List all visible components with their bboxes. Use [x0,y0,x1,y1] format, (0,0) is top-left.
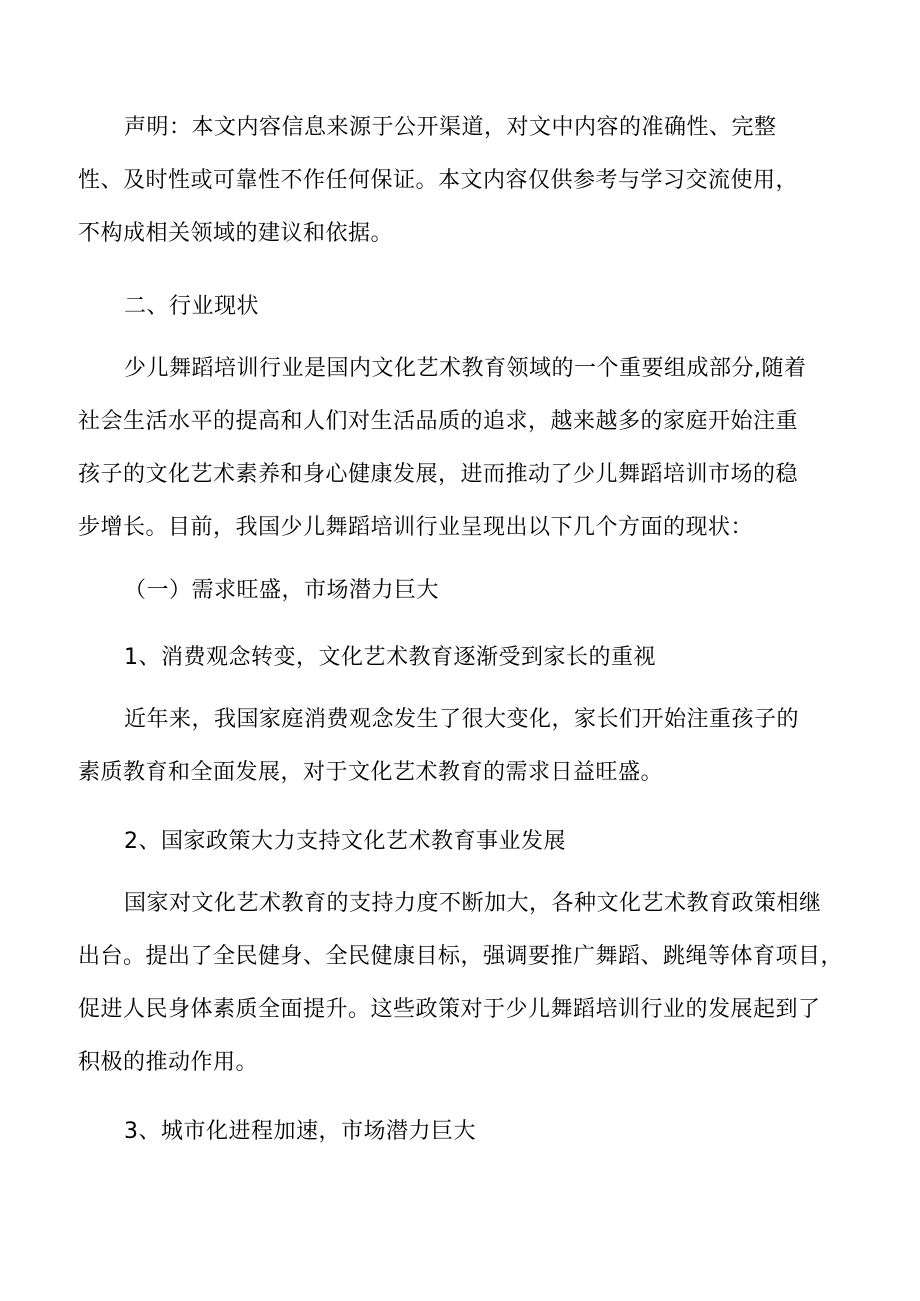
intro-line-2: 社会生活水平的提高和人们对生活品质的追求，越来越多的家庭开始注重 [78,409,799,434]
section-heading: 二、行业现状 [124,294,260,319]
item-3-heading: 3、城市化进程加速，市场潜力巨大 [124,1119,476,1144]
item-2-line-3: 促进人民身体素质全面提升。这些政策对于少儿舞蹈培训行业的发展起到了 [78,997,821,1022]
item-2-heading: 2、国家政策大力支持文化艺术教育事业发展 [124,829,566,854]
intro-line-4: 步增长。目前，我国少儿舞蹈培训行业呈现出以下几个方面的现状： [78,515,754,540]
disclaimer-line-1: 声明：本文内容信息来源于公开渠道，对文中内容的准确性、完整 [124,115,777,140]
item-1-heading: 1、消费观念转变，文化艺术教育逐渐受到家长的重视 [124,645,656,670]
disclaimer-line-3: 不构成相关领域的建议和依据。 [78,221,394,246]
item-2-line-1: 国家对文化艺术教育的支持力度不断加大，各种文化艺术教育政策相继 [124,891,822,916]
item-2-line-4: 积极的推动作用。 [78,1050,259,1075]
item-2-line-2: 出台。提出了全民健身、全民健康目标，强调要推广舞蹈、跳绳等体育项目， [78,944,844,969]
disclaimer-line-2: 性、及时性或可靠性不作任何保证。本文内容仅供参考与学习交流使用， [78,168,799,193]
item-1-line-1: 近年来，我国家庭消费观念发生了很大变化，家长们开始注重孩子的 [124,707,800,732]
subsection-heading: （一）需求旺盛，市场潜力巨大 [124,578,440,603]
intro-line-3: 孩子的文化艺术素养和身心健康发展，进而推动了少儿舞蹈培训市场的稳 [78,462,799,487]
intro-line-1: 少儿舞蹈培训行业是国内文化艺术教育领域的一个重要组成部分,随着 [124,356,807,381]
item-1-line-2: 素质教育和全面发展，对于文化艺术教育的需求日益旺盛。 [78,760,664,785]
